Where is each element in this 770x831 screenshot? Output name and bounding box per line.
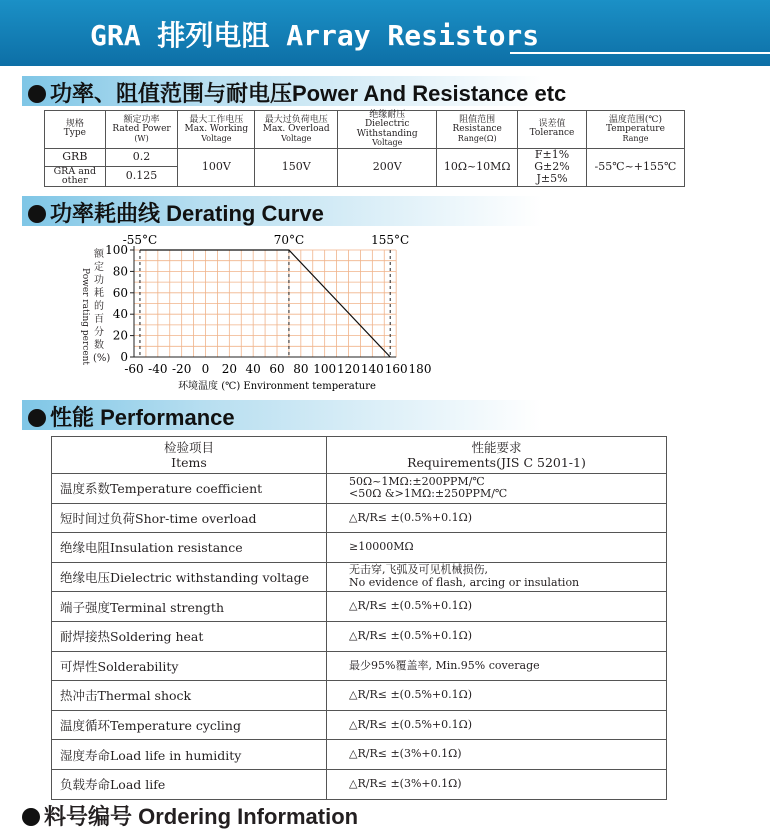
header-banner	[0, 0, 770, 66]
table-row	[52, 592, 667, 622]
cell-requirement	[327, 474, 667, 504]
header-en: Temperature	[605, 124, 665, 135]
annotation-label: 155°C	[371, 233, 410, 247]
cell-item: 湿度寿命Load life in humidity	[52, 740, 327, 770]
col-rated-power	[105, 111, 178, 149]
cell-max-overload: 150V	[255, 148, 338, 186]
annotation-label: -55°C	[122, 233, 158, 247]
table-row	[52, 740, 667, 770]
col-type	[45, 111, 106, 149]
cell-requirement	[327, 533, 667, 563]
requirement-line: △R/R≤ ±(0.5%+0.1Ω)	[349, 510, 473, 524]
x-tick-label: 120	[337, 362, 360, 376]
header-items	[52, 437, 327, 474]
tolerance-f: F±1%	[534, 148, 570, 162]
x-tick-label: 80	[293, 362, 309, 376]
header-req-cn: 性能要求	[471, 440, 522, 455]
section-title-derating	[28, 197, 324, 228]
cell-item: 短时间过负荷Shor-time overload	[52, 503, 327, 533]
type-line1: GRA and	[53, 165, 97, 177]
requirement-line: △R/R≤ ±(0.5%+0.1Ω)	[349, 717, 473, 731]
header-sub: Range(Ω)	[457, 133, 497, 143]
cell-requirement	[327, 651, 667, 681]
col-max-working	[178, 111, 255, 149]
header-cn: 额定功率	[123, 114, 160, 125]
cell-requirement	[327, 621, 667, 651]
bullet-icon	[22, 808, 40, 826]
derating-chart	[0, 225, 460, 400]
x-tick-label: 160	[384, 362, 408, 376]
requirement-line: △R/R≤ ±(0.5%+0.1Ω)	[349, 599, 473, 613]
table-header-row	[52, 437, 667, 474]
table-row	[52, 503, 667, 533]
header-cn: 阻值范围	[459, 114, 496, 125]
cell-item: 热冲击Thermal shock	[52, 681, 327, 711]
cell-requirement	[327, 769, 667, 799]
header-items-cn: 检验项目	[163, 440, 214, 455]
cell-item: 端子强度Terminal strength	[52, 592, 327, 622]
header-cn: 规格	[65, 118, 84, 129]
header-cn: 温度范围(℃)	[608, 114, 662, 125]
section-title-performance	[28, 401, 235, 432]
col-tolerance	[518, 111, 587, 149]
header-sub: Voltage	[281, 133, 312, 143]
requirement-line: 无击穿,飞弧及可见机械损伤,	[349, 563, 488, 577]
header-cn: 绝缘耐压	[369, 110, 406, 120]
x-tick-label: 0	[201, 362, 210, 376]
bullet-icon	[28, 409, 46, 427]
cell-requirement	[327, 740, 667, 770]
requirement-line: △R/R≤ ±(0.5%+0.1Ω)	[349, 628, 473, 642]
requirement-line: △R/R≤ ±(3%+0.1Ω)	[349, 747, 462, 761]
y-tick-label: 60	[112, 285, 128, 300]
y-tick-label: 100	[105, 243, 128, 257]
header-sub: Voltage	[372, 138, 403, 148]
cell-requirement	[327, 503, 667, 533]
section-title-derating-text: 功率耗曲线 Derating Curve	[50, 201, 324, 226]
header-en: Max. Working	[184, 124, 249, 135]
section-title-power	[28, 77, 566, 108]
x-tick-label: 20	[221, 362, 237, 376]
x-tick-label: -60	[124, 362, 144, 376]
cell-item: 温度循环Temperature cycling	[52, 710, 327, 740]
table-row	[52, 533, 667, 563]
tolerance-j: J±5%	[536, 172, 568, 186]
x-axis-label: 环境温度 (℃) Environment temperature	[178, 381, 376, 392]
cell-item: 耐焊接热Soldering heat	[52, 621, 327, 651]
x-tick-label: 100	[313, 362, 337, 376]
table-row	[52, 651, 667, 681]
table-row	[52, 681, 667, 711]
section-title-performance-text: 性能 Performance	[50, 405, 235, 430]
cell-type	[45, 166, 106, 186]
requirement-line: △R/R≤ ±(3%+0.1Ω)	[349, 776, 462, 790]
performance-table	[51, 436, 667, 800]
power-resistance-table	[44, 110, 685, 187]
header-en: Tolerance	[529, 128, 575, 139]
cell-dielectric: 200V	[338, 148, 437, 186]
y-axis-label-cn: 额定功耗的百分数(%)	[93, 249, 111, 364]
type-line2: other	[61, 175, 88, 187]
requirement-line: <50Ω &>1MΩ:±250PPM/℃	[349, 487, 508, 501]
header-items-en: Items	[171, 455, 207, 470]
cell-type: GRB	[45, 148, 106, 166]
header-en: Type	[63, 128, 86, 139]
annotation-label: 70°C	[273, 233, 305, 247]
tolerance-g: G±2%	[534, 160, 570, 174]
requirement-line: 最少95%覆盖率, Min.95% coverage	[349, 658, 540, 672]
cell-item: 温度系数Temperature coefficient	[52, 474, 327, 504]
header-en: Dielectric Withstanding	[356, 119, 418, 139]
table-row	[52, 710, 667, 740]
col-temp-range	[586, 111, 684, 149]
col-dielectric	[338, 111, 437, 149]
bullet-icon	[28, 85, 46, 103]
cell-temp-range: -55℃~+155℃	[586, 148, 684, 186]
header-sub: Range	[622, 133, 649, 143]
header-divider	[510, 52, 770, 54]
x-tick-label: -20	[172, 362, 192, 376]
y-axis-label-en: Power rating percent	[80, 268, 90, 366]
requirement-line: 50Ω~1MΩ:±200PPM/℃	[349, 474, 485, 488]
header-cn: 误差值	[538, 118, 566, 129]
x-tick-label: 180	[408, 362, 432, 376]
cell-item: 负载寿命Load life	[52, 769, 327, 799]
requirement-line: No evidence of flash, arcing or insulation	[349, 576, 580, 590]
header-en: Resistance	[452, 124, 502, 135]
y-tick-label: 40	[112, 307, 128, 322]
col-resistance-range	[437, 111, 518, 149]
cell-requirement	[327, 562, 667, 592]
table-row	[52, 621, 667, 651]
x-tick-label: 140	[360, 362, 384, 376]
requirement-line: △R/R≤ ±(0.5%+0.1Ω)	[349, 688, 473, 702]
header-cn: 最大过负荷电压	[264, 114, 328, 125]
col-max-overload	[255, 111, 338, 149]
y-tick-label: 20	[112, 328, 128, 343]
x-tick-label: 60	[269, 362, 285, 376]
x-tick-label: -40	[148, 362, 168, 376]
table-header-row	[45, 111, 685, 149]
page-title: GRA 排列电阻 Array Resistors	[90, 19, 540, 52]
header-sub: Voltage	[201, 133, 232, 143]
requirement-line: ≥10000MΩ	[349, 540, 414, 554]
y-tick-label: 80	[112, 264, 128, 279]
header-en: Rated Power	[112, 124, 171, 135]
y-tick-label: 0	[120, 350, 128, 364]
table-row	[52, 474, 667, 504]
cell-requirement	[327, 592, 667, 622]
table-row	[52, 562, 667, 592]
cell-requirement	[327, 681, 667, 711]
section-title-power-text: 功率、阻值范围与耐电压Power And Resistance etc	[50, 81, 567, 106]
x-tick-label: 40	[245, 362, 261, 376]
header-cn: 最大工作电压	[189, 114, 244, 125]
cell-tolerance	[518, 148, 587, 186]
cell-power: 0.125	[105, 166, 178, 186]
section-title-ordering	[22, 800, 358, 831]
cell-resistance-range: 10Ω~10MΩ	[437, 148, 518, 186]
header-requirements	[327, 437, 667, 474]
table-row	[52, 769, 667, 799]
cell-item: 绝缘电阻Insulation resistance	[52, 533, 327, 563]
header-sub: (W)	[134, 133, 149, 143]
table-row	[45, 148, 685, 166]
section-title-ordering-text: 料号编号 Ordering Information	[44, 804, 359, 829]
cell-power: 0.2	[105, 148, 178, 166]
header-en: Max. Overload	[262, 124, 330, 135]
cell-requirement	[327, 710, 667, 740]
cell-max-working: 100V	[178, 148, 255, 186]
cell-item: 可焊性Solderability	[52, 651, 327, 681]
cell-item: 绝缘电压Dielectric withstanding voltage	[52, 562, 327, 592]
header-req-en: Requirements(JIS C 5201-1)	[407, 455, 586, 470]
bullet-icon	[28, 205, 46, 223]
